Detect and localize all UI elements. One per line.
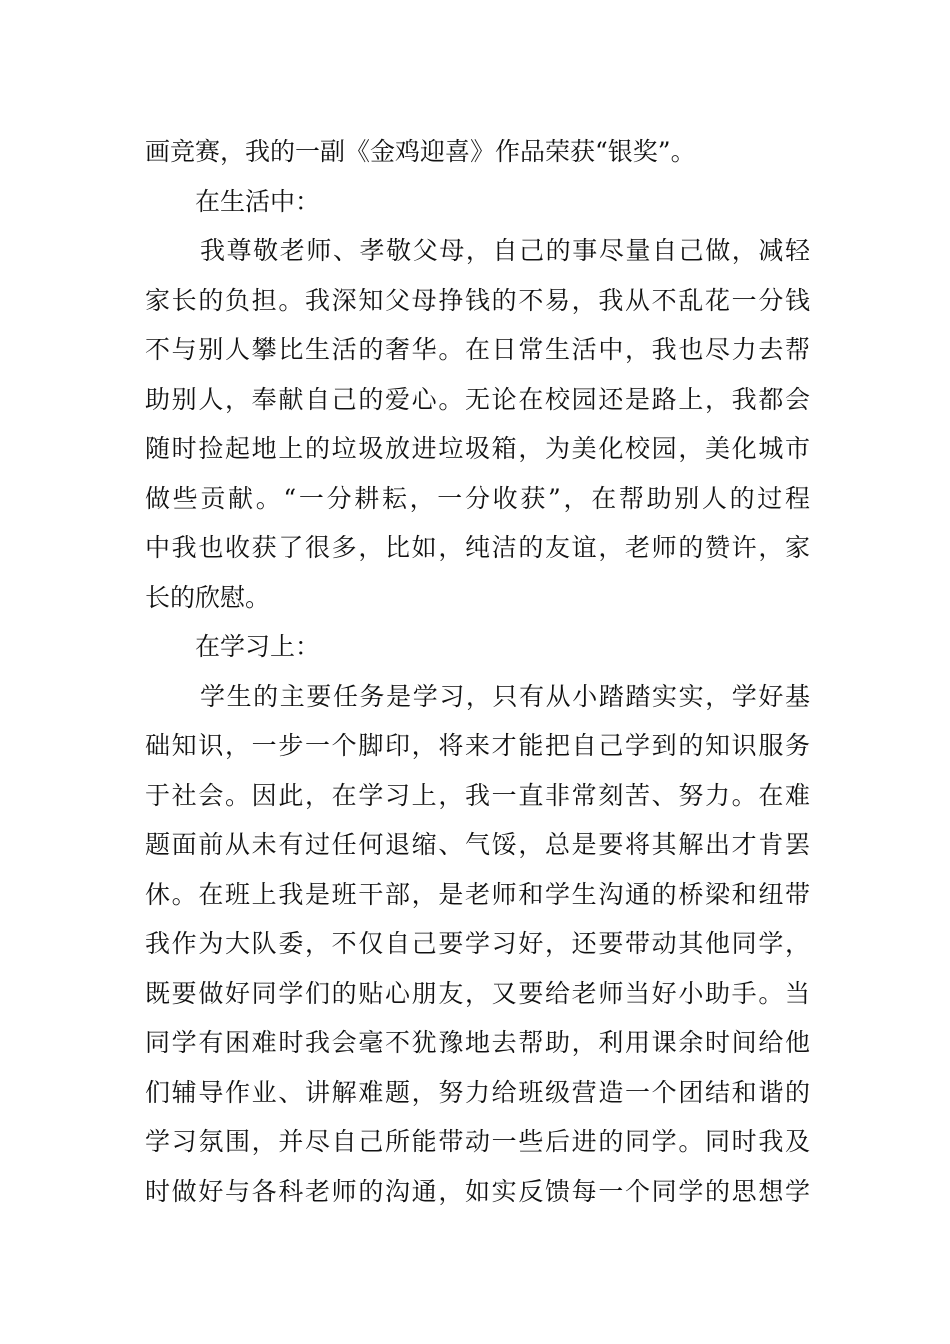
text-line: 于社会。因此，在学习上，我一直非常刻苦、努力。在难 — [145, 780, 810, 810]
text-line: 助别人，奉献自己的爱心。无论在校园还是路上，我都会 — [145, 384, 810, 414]
text-line: 长的欣慰。 — [145, 582, 271, 612]
text-line: 学习氛围，并尽自己所能带动一些后进的同学。同时我及 — [145, 1127, 810, 1156]
text-line: 时做好与各科老师的沟通，如实反馈每一个同学的思想学 — [145, 1176, 810, 1206]
text-line: 学生的主要任务是学习，只有从小踏踏实实，学好基 — [200, 681, 810, 711]
section-heading-life: 在生活中： — [195, 186, 321, 216]
text-line: 画竞赛，我的一副《金鸡迎喜》作品荣获“银奖”。 — [145, 137, 696, 166]
text-line: 既要做好同学们的贴心朋友，又要给老师当好小助手。当 — [145, 978, 810, 1008]
text-line: 不与别人攀比生活的奢华。在日常生活中，我也尽力去帮 — [145, 335, 810, 364]
text-line: 家长的负担。我深知父母挣钱的不易，我从不乱花一分钱 — [145, 285, 810, 315]
text-line: 础知识，一步一个脚印，将来才能把自己学到的知识服务 — [145, 731, 810, 760]
section-heading-study: 在学习上： — [195, 632, 321, 661]
text-line: 我作为大队委，不仅自己要学习好，还要带动其他同学， — [145, 929, 810, 958]
document-body — [145, 127, 810, 1216]
text-line: 做些贡献。“一分耕耘，一分收获”，在帮助别人的过程 — [145, 483, 810, 513]
text-line: 随时捡起地上的垃圾放进垃圾箱，为美化校园，美化城市 — [145, 434, 810, 463]
text-line: 我尊敬老师、孝敬父母，自己的事尽量自己做，减轻 — [200, 236, 810, 265]
text-line: 们辅导作业、讲解难题，努力给班级营造一个团结和谐的 — [145, 1077, 810, 1107]
text-line: 同学有困难时我会毫不犹豫地去帮助，利用课余时间给他 — [145, 1028, 810, 1057]
text-line: 题面前从未有过任何退缩、气馁，总是要将其解出才肯罢 — [145, 830, 810, 859]
text-line: 休。在班上我是班干部，是老师和学生沟通的桥梁和纽带 — [145, 879, 810, 909]
text-line: 中我也收获了很多，比如，纯洁的友谊，老师的赞许，家 — [145, 533, 810, 562]
